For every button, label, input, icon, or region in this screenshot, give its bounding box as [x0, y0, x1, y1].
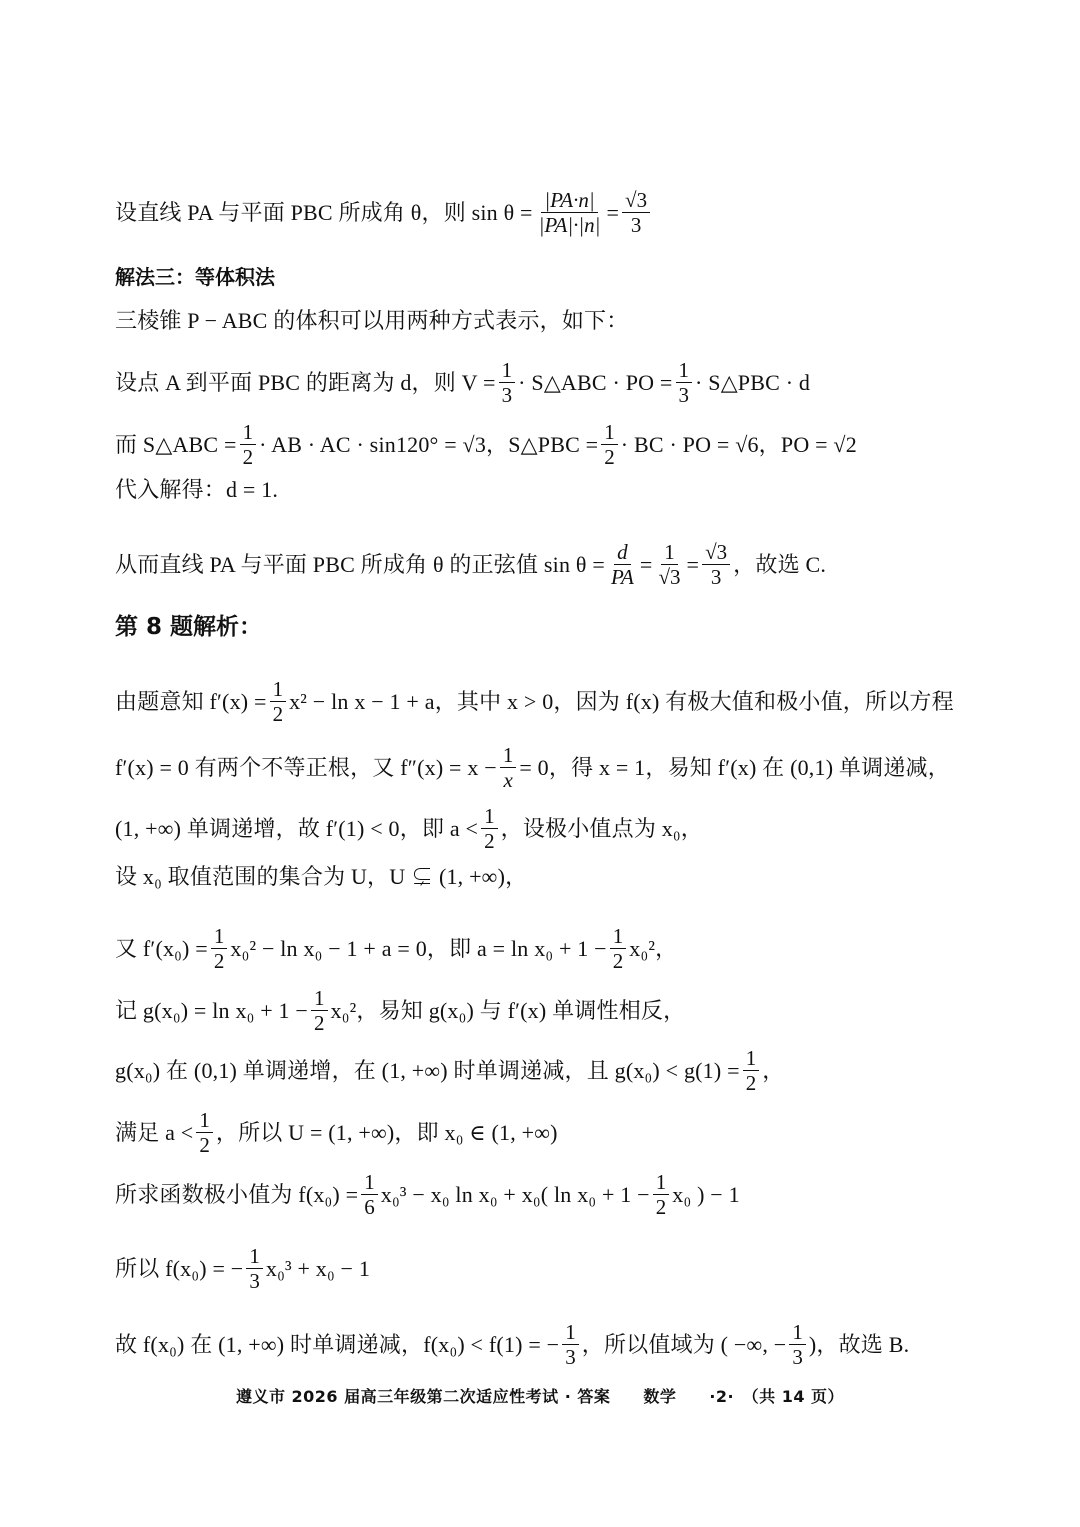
fraction-numerator: 1	[246, 1244, 263, 1269]
line-min-value	[115, 1170, 1020, 1219]
fraction-denominator: 3	[678, 383, 690, 407]
fraction-numerator: √3	[702, 540, 730, 565]
line-final-answer	[115, 1320, 1020, 1369]
fraction-denominator: 2	[604, 445, 615, 469]
text: g(x₀) 在 (0,1) 单调递增，在 (1, +∞) 时单调递减，且 g(x₀) < g(1) =	[115, 1057, 740, 1083]
fraction	[653, 1170, 670, 1219]
fraction-denominator: 3	[565, 1345, 576, 1369]
fraction-numerator: 1	[661, 540, 678, 565]
text: · S△ABC · PO =	[518, 369, 673, 395]
q8-heading	[115, 612, 1020, 642]
text: · AB · AC · sin120° = √3，S△PBC =	[259, 431, 599, 457]
fraction-denominator: PA	[610, 565, 634, 589]
line-set-u	[115, 862, 1020, 892]
fraction-denominator: 2	[213, 949, 225, 973]
fraction	[211, 924, 228, 973]
fraction-numerator: 1	[789, 1320, 806, 1345]
text: 又 f′(x₀) =	[115, 935, 208, 961]
fraction-numerator: 1	[270, 677, 287, 702]
fraction-numerator: 1	[499, 358, 516, 383]
line-derivative	[115, 677, 1020, 726]
fraction	[601, 420, 618, 469]
fraction-numerator: |PA·n|	[541, 188, 597, 213]
fraction	[240, 420, 257, 469]
fraction-denominator: 3	[792, 1345, 803, 1369]
fraction-numerator: 1	[311, 986, 328, 1011]
fraction-denominator: 2	[272, 702, 284, 726]
text: ，	[762, 1057, 785, 1083]
equals: =	[606, 199, 620, 225]
line-second-derivative	[115, 743, 1020, 792]
fraction	[789, 1320, 806, 1369]
equals: =	[686, 551, 700, 577]
fraction	[610, 924, 627, 973]
text: · BC · PO = √6，PO = √2	[620, 431, 857, 457]
fraction	[656, 540, 684, 589]
text: x₀²，易知 g(x₀) 与 f′(x) 单调性相反，	[330, 997, 686, 1023]
fraction-denominator: 6	[364, 1195, 375, 1219]
text: x₀ ) − 1	[672, 1181, 740, 1207]
fraction-denominator: x	[503, 768, 513, 792]
text: 从而直线 PA 与平面 PBC 所成角 θ 的正弦值 sin θ =	[115, 551, 605, 577]
fraction	[743, 1046, 760, 1095]
page-footer: 遵义市 2026 届高三年级第二次适应性考试 · 答案 数学 ·2· （共 14 页）	[235, 1387, 845, 1406]
text: 三棱锥 P − ABC 的体积可以用两种方式表示，如下：	[115, 308, 629, 333]
fraction	[361, 1170, 378, 1219]
text: x₀² − ln x₀ − 1 + a = 0，即 a = ln x₀ + 1 −	[230, 935, 607, 961]
text: ，所以值域为 ( −∞, −	[581, 1331, 787, 1357]
fraction	[562, 1320, 579, 1369]
fraction-denominator: 3	[710, 565, 722, 589]
fraction	[270, 677, 287, 726]
fraction-denominator: 3	[501, 383, 513, 407]
line-angle-formula	[115, 188, 1020, 237]
line-volume-equation	[115, 358, 1020, 407]
fraction-numerator: d	[614, 540, 631, 565]
text: (1, +∞) 单调递增，故 f′(1) < 0，即 a <	[115, 815, 479, 841]
text: 所求函数极小值为 f(x₀) =	[115, 1181, 359, 1207]
fraction-denominator: 2	[242, 445, 254, 469]
line-tetrahedron-volume	[115, 306, 1020, 336]
method3-heading	[115, 262, 1020, 292]
text: )，故选 B.	[808, 1331, 910, 1357]
fraction-numerator: 1	[676, 358, 693, 383]
heading-text: 第 8 题解析：	[115, 614, 263, 640]
text: f′(x) = 0 有两个不等正根，又 f″(x) = x −	[115, 754, 497, 780]
text: 满足 a <	[115, 1119, 194, 1145]
text: 由题意知 f′(x) =	[115, 688, 267, 714]
fraction-denominator: 2	[612, 949, 624, 973]
fraction-numerator: 1	[361, 1170, 378, 1195]
fraction	[196, 1108, 213, 1157]
fraction-numerator: 1	[653, 1170, 670, 1195]
fraction	[676, 358, 693, 407]
fraction-numerator: 1	[562, 1320, 579, 1345]
text: 代入解得：d = 1.	[115, 477, 279, 502]
fraction-numerator: 1	[196, 1108, 213, 1133]
text: x² − ln x − 1 + a，其中 x > 0，因为 f(x) 有极大值和极小值，所以方程	[289, 688, 954, 714]
fraction-numerator: 1	[481, 804, 498, 829]
fraction-numerator: 1	[601, 420, 618, 445]
fraction	[536, 188, 604, 237]
text: ，所以 U = (1, +∞)，即 x₀ ∈ (1, +∞)	[215, 1119, 558, 1145]
fraction	[500, 743, 517, 792]
line-f-x0	[115, 1244, 1020, 1293]
fraction-denominator: 2	[314, 1011, 325, 1035]
text: 设直线 PA 与平面 PBC 所成角 θ，则 sin θ =	[115, 199, 533, 225]
heading-text: 解法三：等体积法	[115, 265, 275, 289]
fraction	[246, 1244, 263, 1293]
text: · S△PBC · d	[695, 369, 811, 395]
line-monotonic	[115, 804, 1020, 853]
text: 记 g(x₀) = ln x₀ + 1 −	[115, 997, 309, 1023]
fraction-denominator: 3	[249, 1269, 260, 1293]
fraction-denominator: 2	[745, 1071, 757, 1095]
fraction-denominator: 2	[199, 1133, 210, 1157]
text: 而 S△ABC =	[115, 431, 237, 457]
text: 所以 f(x₀) = −	[115, 1255, 244, 1281]
fraction-denominator: |PA|·|n|	[538, 213, 601, 237]
fraction-denominator: 2	[655, 1195, 667, 1219]
text: x₀³ − x₀ ln x₀ + x₀( ln x₀ + 1 −	[380, 1181, 650, 1207]
fraction-numerator: 1	[743, 1046, 760, 1071]
line-u-range	[115, 1108, 1020, 1157]
fraction	[622, 188, 650, 237]
line-solve-d	[115, 475, 1020, 505]
fraction-numerator: 1	[240, 420, 257, 445]
fraction-denominator: 2	[484, 829, 495, 853]
text: = 0，得 x = 1，易知 f′(x) 在 (0,1) 单调递减，	[519, 754, 950, 780]
equals: =	[639, 551, 653, 577]
fraction	[311, 986, 328, 1035]
fraction-denominator: √3	[658, 565, 681, 589]
text: x₀³ + x₀ − 1	[265, 1255, 371, 1281]
fraction-numerator: √3	[622, 188, 650, 213]
line-g-definition	[115, 986, 1020, 1035]
line-g-monotonic	[115, 1046, 1020, 1095]
fraction-numerator: 1	[610, 924, 627, 949]
fraction	[702, 540, 730, 589]
text: ，设极小值点为 x₀，	[500, 815, 703, 841]
fraction	[608, 540, 637, 589]
fraction-denominator: 3	[630, 213, 642, 237]
text: 设点 A 到平面 PBC 的距离为 d，则 V =	[115, 369, 496, 395]
line-f-prime-x0	[115, 924, 1020, 973]
line-area-values	[115, 420, 1020, 469]
text: x₀²，	[629, 935, 678, 961]
fraction-numerator: 1	[211, 924, 228, 949]
text: 故 f(x₀) 在 (1, +∞) 时单调递减，f(x₀) < f(1) = −	[115, 1331, 560, 1357]
text: ，故选 C.	[733, 551, 827, 577]
line-sine-result	[115, 540, 1020, 589]
fraction-numerator: 1	[500, 743, 517, 768]
fraction	[481, 804, 498, 853]
fraction	[499, 358, 516, 407]
text: 设 x₀ 取值范围的集合为 U，U ⊊ (1, +∞)，	[115, 864, 528, 889]
